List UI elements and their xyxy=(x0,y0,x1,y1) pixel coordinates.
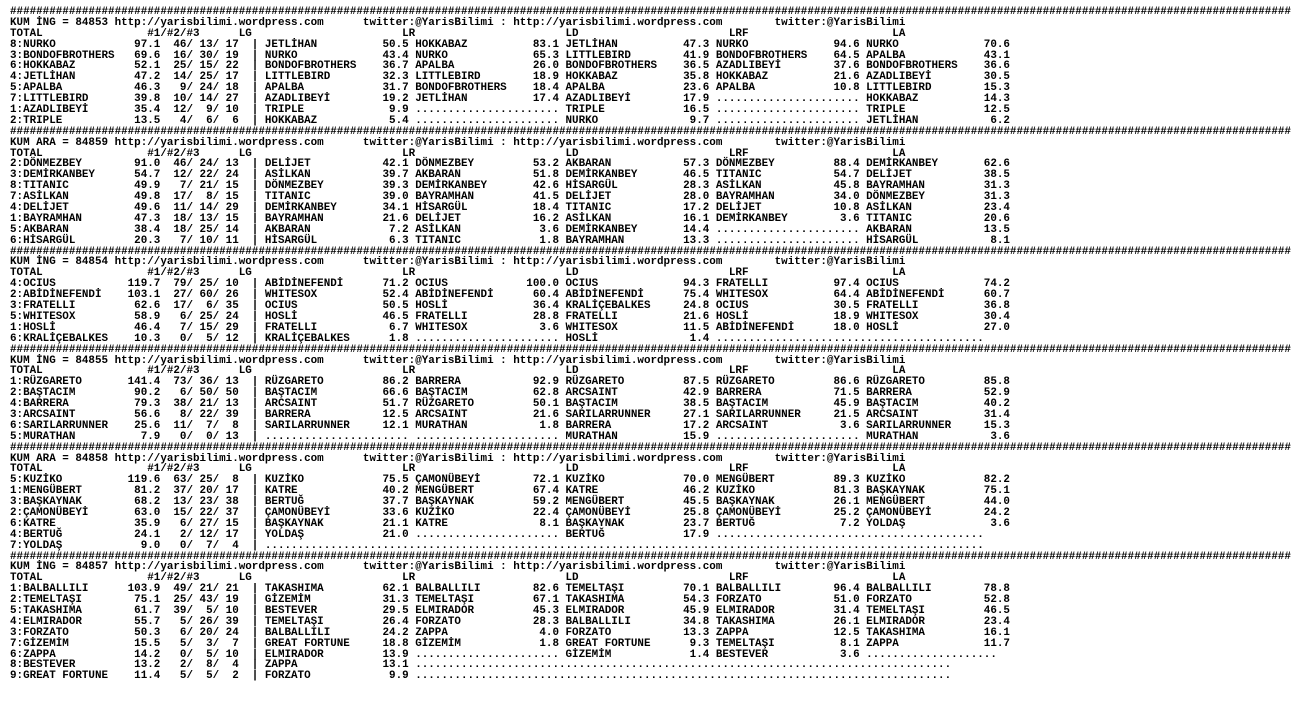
race-section xyxy=(10,6,1291,127)
horse-row: 4:BARRERA 79.3 38/ 21/ 13 | ARCSAINT 51.7 RÜZGARETO 50.1 BAŞTACIM 38.5 BAŞTACIM 45.9 BAŞTACIM 40.2 xyxy=(10,398,1010,411)
race-header: KUM İNG = 84854 http://yarisbilimi.wordpress.com twitter:@YarisBilimi : http://yarisbilimi.wordpress.com twitter:@YarisBilimi xyxy=(10,256,906,269)
horse-row: 7:LITTLEBIRD 39.8 10/ 14/ 27 | AZADLIBEYİ 19.2 JETLİHAN 17.4 AZADLIBEYİ 17.9 ...................... HOKKABAZ 14.3 xyxy=(10,93,1010,106)
column-header: TOTAL #1/#2/#3 LG LR LD LRF LA xyxy=(10,365,906,378)
column-header: TOTAL #1/#2/#3 LG LR LD LRF LA xyxy=(10,147,906,160)
horse-row: 5:WHITESOX 58.9 6/ 25/ 24 | HOSLİ 46.5 FRATELLI 28.8 FRATELLI 21.6 HOSLİ 18.9 WHITESOX 30.4 xyxy=(10,310,1010,323)
horse-row: 6:HOKKABAZ 52.1 25/ 15/ 22 | BONDOFBROTHERS 36.7 APALBA 26.0 BONDOFBROTHERS 36.5 AZADLIBEYİ 37.6 BONDOFBROTHERS 36.6 xyxy=(10,60,1010,73)
horse-row: 5:AKBARAN 38.4 18/ 25/ 14 | AKBARAN 7.2 ASİLKAN 3.6 DEMİRKANBEY 14.4 ...................... AKBARAN 13.5 xyxy=(10,223,1010,236)
horse-row: 5:TAKASHIMA 61.7 39/ 5/ 10 | BESTEVER 29.5 ELMIRADOR 45.3 ELMIRADOR 45.9 ELMIRADOR 31.4 TEMELTAŞI 46.5 xyxy=(10,604,1010,617)
horse-row: 4:OCIUS 119.7 79/ 25/ 10 | ABİDİNEFENDİ 71.2 OCIUS 100.0 OCIUS 94.3 FRATELLI 97.4 OCIUS 74.2 xyxy=(10,278,1010,291)
horse-row: 3:DEMİRKANBEY 54.7 12/ 22/ 24 | ASİLKAN 39.7 AKBARAN 51.8 DEMİRKANBEY 46.5 TITANIC 54.7 DELİJET 38.5 xyxy=(10,169,1010,182)
horse-row: 1:RÜZGARETO 141.4 73/ 36/ 13 | RÜZGARETO 86.2 BARRERA 92.9 RÜZGARETO 87.5 RÜZGARETO 86.6 RÜZGARETO 85.8 xyxy=(10,376,1010,389)
separator-line: #################################################################################################################################################################################################### xyxy=(10,125,1291,138)
horse-row: 4:JETLİHAN 47.2 14/ 25/ 17 | LITTLEBIRD 32.3 LITTLEBIRD 18.9 HOKKABAZ 35.8 HOKKABAZ 21.6 AZADLIBEYİ 30.5 xyxy=(10,71,1010,84)
horse-row: 6:ZAPPA 14.2 0/ 5/ 10 | ELMIRADOR 13.9 ...................... GİZEMİM 1.4 BESTEVER 3.6 .................... xyxy=(10,648,997,661)
column-header: TOTAL #1/#2/#3 LG LR LD LRF LA xyxy=(10,463,906,476)
horse-row: 3:BAŞKAYNAK 68.2 13/ 23/ 38 | BERTUĞ 37.7 BAŞKAYNAK 59.2 MENGÜBERT 45.5 BAŞKAYNAK 26.1 MENGÜBERT 44.0 xyxy=(10,496,1010,509)
horse-row: 2:TEMELTAŞI 75.1 25/ 43/ 19 | GİZEMİM 31.3 TEMELTAŞI 67.1 TAKASHIMA 54.3 FORZATO 51.0 FORZATO 52.8 xyxy=(10,594,1010,607)
horse-row: 2:ABİDİNEFENDİ 103.1 27/ 60/ 26 | WHITESOX 52.4 ABİDİNEFENDİ 60.4 ABİDİNEFENDİ 75.4 WHITESOX 64.4 ABİDİNEFENDİ 60.7 xyxy=(10,289,1010,302)
horse-row: 5:APALBA 46.3 9/ 24/ 18 | APALBA 31.7 BONDOFBROTHERS 18.4 APALBA 23.6 APALBA 10.8 LITTLEBIRD 15.3 xyxy=(10,82,1010,95)
separator-line: #################################################################################################################################################################################################### xyxy=(10,6,1291,18)
horse-row: 6:KATRE 35.9 6/ 27/ 15 | BAŞKAYNAK 21.1 KATRE 8.1 BAŞKAYNAK 23.7 BERTUĞ 7.2 YOLDAŞ 3.6 xyxy=(10,517,1010,530)
horse-row: 1:MENGÜBERT 81.2 37/ 20/ 17 | KATRE 40.2 MENGÜBERT 67.4 KATRE 46.2 KUZİKO 81.3 BAŞKAYNAK 75.1 xyxy=(10,485,1010,498)
horse-row: 2:TRIPLE 13.5 4/ 6/ 6 | HOKKABAZ 5.4 ...................... NURKO 9.7 ...................... JETLİHAN 6.2 xyxy=(10,114,1010,127)
horse-row: 2:BAŞTACIM 90.2 6/ 50/ 50 | BAŞTACIM 66.6 BAŞTACIM 62.8 ARCSAINT 42.9 BARRERA 71.5 BARRERA 52.9 xyxy=(10,387,1010,400)
horse-row: 8:TITANIC 49.9 7/ 21/ 15 | DÖNMEZBEY 39.3 DEMİRKANBEY 42.6 HİSARGÜL 28.3 ASİLKAN 45.8 BAYRAMHAN 31.3 xyxy=(10,180,1010,193)
horse-row: 8:NURKO 97.1 46/ 13/ 17 | JETLİHAN 50.5 HOKKABAZ 83.1 JETLİHAN 47.3 NURKO 94.6 NURKO 70.6 xyxy=(10,38,1010,51)
race-header: KUM İNG = 84853 http://yarisbilimi.wordpress.com twitter:@YarisBilimi : http://yarisbilimi.wordpress.com twitter:@YarisBilimi xyxy=(10,16,906,29)
horse-row: 1:AZADLIBEYİ 35.4 12/ 9/ 10 | TRIPLE 9.9 ...................... TRIPLE 16.5 ...................... TRIPLE 12.5 xyxy=(10,104,1010,117)
horse-row: 3:FORZATO 50.3 6/ 20/ 24 | BALBALLILI 24.2 ZAPPA 4.0 FORZATO 13.3 ZAPPA 12.5 TAKASHIMA 16.1 xyxy=(10,626,1010,639)
horse-row: 3:BONDOFBROTHERS 69.6 16/ 30/ 19 | NURKO 43.4 NURKO 65.3 LITTLEBIRD 41.9 BONDOFBROTHERS 64.5 APALBA 43.1 xyxy=(10,49,1010,62)
separator-line: #################################################################################################################################################################################################### xyxy=(10,550,1291,563)
column-header: TOTAL #1/#2/#3 LG LR LD LRF LA xyxy=(10,572,906,585)
horse-row: 6:SARILARRUNNER 25.6 11/ 7/ 8 | SARILARRUNNER 12.1 MURATHAN 1.8 BARRERA 17.2 ARCSAINT 3.6 SARILARRUNNER 15.3 xyxy=(10,419,1010,432)
separator-line: #################################################################################################################################################################################################### xyxy=(10,245,1291,258)
horse-row: 6:KRALİÇEBALKES 10.3 0/ 5/ 12 | KRALİÇEBALKES 1.8 ...................... HOSLİ 1.4 ......................................... xyxy=(10,332,984,345)
horse-row: 7:ASİLKAN 49.8 17/ 8/ 15 | TITANIC 39.0 BAYRAMHAN 41.5 DELİJET 28.0 BAYRAMHAN 34.0 DÖNMEZBEY 31.3 xyxy=(10,191,1010,204)
column-header: TOTAL #1/#2/#3 LG LR LD LRF LA xyxy=(10,267,906,280)
column-header: TOTAL #1/#2/#3 LG LR LD LRF LA xyxy=(10,27,906,40)
horse-row: 7:GİZEMİM 15.5 5/ 3/ 7 | GREAT FORTUNE 18.8 GİZEMİM 1.8 GREAT FORTUNE 9.3 TEMELTAŞI 8.1 ZAPPA 11.7 xyxy=(10,637,1010,650)
race-header: KUM İNG = 84857 http://yarisbilimi.wordpress.com twitter:@YarisBilimi : http://yarisbilimi.wordpress.com twitter:@YarisBilimi xyxy=(10,561,906,574)
horse-row: 6:HİSARGÜL 20.3 7/ 10/ 11 | HİSARGÜL 6.3 TITANIC 1.8 BAYRAMHAN 13.3 ...................... HİSARGÜL 8.1 xyxy=(10,234,1010,247)
horse-row: 3:ARCSAINT 56.6 8/ 22/ 39 | BARRERA 12.5 ARCSAINT 21.6 SARILARRUNNER 27.1 SARILARRUNNER 21.5 ARCSAINT 31.4 xyxy=(10,408,1010,421)
horse-row: 1:HOSLİ 46.4 7/ 15/ 29 | FRATELLI 6.7 WHITESOX 3.6 WHITESOX 11.5 ABİDİNEFENDİ 18.0 HOSLİ 27.0 xyxy=(10,321,1010,334)
horse-row: 1:BALBALLILI 103.9 49/ 21/ 21 | TAKASHIMA 62.1 BALBALLILI 82.6 TEMELTAŞI 70.1 BALBALLILI 96.4 BALBALLILI 78.8 xyxy=(10,583,1010,596)
race-statistics-document xyxy=(10,6,1291,683)
race-header: KUM ARA = 84858 http://yarisbilimi.wordpress.com twitter:@YarisBilimi : http://yarisbilimi.wordpress.com twitter:@YarisBilimi xyxy=(10,452,906,465)
horse-row: 4:ELMIRADOR 55.7 5/ 26/ 39 | TEMELTAŞI 26.4 FORZATO 28.3 BALBALLILI 34.8 TAKASHIMA 26.1 ELMIRADOR 23.4 xyxy=(10,615,1010,628)
horse-row: 5:MURATHAN 7.9 0/ 0/ 13 | ...................... ...................... MURATHAN 15.9 ...................... MURATHAN 3.6 xyxy=(10,430,1010,443)
race-header: KUM İNG = 84855 http://yarisbilimi.wordpress.com twitter:@YarisBilimi : http://yarisbilimi.wordpress.com twitter:@YarisBilimi xyxy=(10,354,906,367)
horse-row: 4:DELİJET 49.6 11/ 14/ 29 | DEMİRKANBEY 34.1 HİSARGÜL 18.4 TITANIC 17.2 DELİJET 10.8 ASİLKAN 23.4 xyxy=(10,202,1010,215)
horse-row: 4:BERTUĞ 24.1 2/ 12/ 17 | YOLDAŞ 21.0 ...................... BERTUĞ 17.9 ......................................... xyxy=(10,528,984,541)
race-section xyxy=(10,343,1291,443)
horse-row: 1:BAYRAMHAN 47.3 18/ 13/ 15 | BAYRAMHAN 21.6 DELİJET 16.2 ASİLKAN 16.1 DEMİRKANBEY 3.6 TITANIC 20.6 xyxy=(10,212,1010,225)
race-section xyxy=(10,125,1291,247)
horse-row: 7:YOLDAŞ 9.0 0/ 7/ 4 | .............................................................................................................. xyxy=(10,539,984,552)
horse-row: 9:GREAT FORTUNE 11.4 5/ 5/ 2 | FORZATO 9.9 .................................................................................. xyxy=(10,670,952,683)
race-section xyxy=(10,245,1291,345)
separator-line: #################################################################################################################################################################################################### xyxy=(10,343,1291,356)
separator-line: #################################################################################################################################################################################################### xyxy=(10,441,1291,454)
race-section xyxy=(10,550,1291,683)
horse-row: 2:ÇAMONÜBEYİ 63.0 15/ 22/ 37 | ÇAMONÜBEYİ 33.6 KUZİKO 22.4 ÇAMONÜBEYİ 25.8 ÇAMONÜBEYİ 25.2 ÇAMONÜBEYİ 24.2 xyxy=(10,506,1010,519)
horse-row: 8:BESTEVER 13.2 2/ 8/ 4 | ZAPPA 13.1 .................................................................................. xyxy=(10,659,952,672)
horse-row: 2:DÖNMEZBEY 91.0 46/ 24/ 13 | DELİJET 42.1 DÖNMEZBEY 53.2 AKBARAN 57.3 DÖNMEZBEY 88.4 DEMİRKANBEY 62.6 xyxy=(10,158,1010,171)
race-section xyxy=(10,441,1291,552)
horse-row: 3:FRATELLI 62.6 17/ 6/ 35 | OCIUS 50.5 HOSLİ 36.4 KRALİÇEBALKES 24.8 OCIUS 30.5 FRATELLI 36.8 xyxy=(10,300,1010,313)
horse-row: 5:KUZİKO 119.6 63/ 25/ 8 | KUZİKO 75.5 ÇAMONÜBEYİ 72.1 KUZİKO 70.0 MENGÜBERT 89.3 KUZİKO 82.2 xyxy=(10,474,1010,487)
race-header: KUM ARA = 84859 http://yarisbilimi.wordpress.com twitter:@YarisBilimi : http://yarisbilimi.wordpress.com twitter:@YarisBilimi xyxy=(10,136,906,149)
